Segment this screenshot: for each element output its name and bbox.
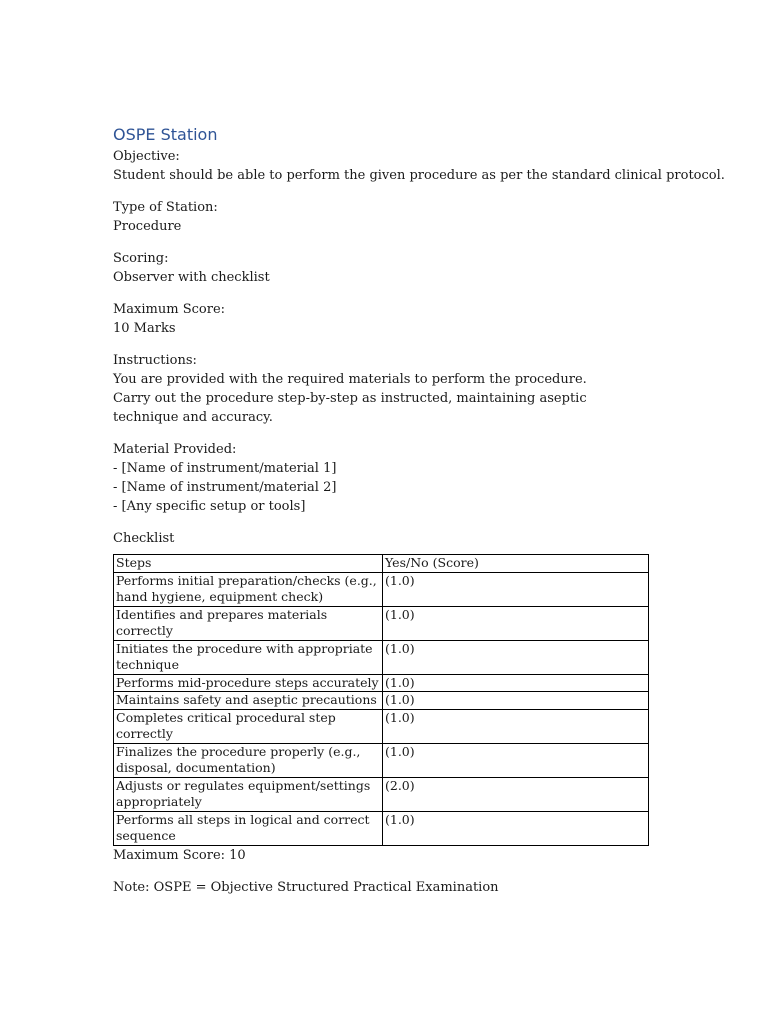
station-type-section bbox=[113, 198, 653, 236]
score-cell: (1.0) bbox=[383, 811, 649, 845]
table-row bbox=[114, 811, 649, 845]
instructions-line-1: You are provided with the required materials to perform the procedure. bbox=[113, 372, 587, 387]
table-header-row bbox=[114, 555, 649, 573]
table-row bbox=[114, 743, 649, 777]
table-row bbox=[114, 606, 649, 640]
step-cell: Performs mid-procedure steps accurately bbox=[114, 674, 383, 692]
document-page bbox=[113, 124, 725, 897]
max-score-label: Maximum Score: bbox=[113, 302, 226, 317]
max-score-text: 10 Marks bbox=[113, 321, 176, 336]
materials-section bbox=[113, 440, 653, 516]
table-row bbox=[114, 572, 649, 606]
checklist-label: Checklist bbox=[113, 531, 175, 546]
step-cell: Completes critical procedural step correctly bbox=[114, 709, 383, 743]
scoring-text: Observer with checklist bbox=[113, 270, 270, 285]
score-cell: (2.0) bbox=[383, 777, 649, 811]
checklist-total: Maximum Score: 10 bbox=[113, 847, 246, 863]
table-row bbox=[114, 640, 649, 674]
material-item: - [Any specific setup or tools] bbox=[113, 499, 306, 514]
step-cell: Maintains safety and aseptic precautions bbox=[114, 692, 383, 710]
footnote: Note: OSPE = Objective Structured Practical Examination bbox=[113, 879, 499, 895]
station-type-text: Procedure bbox=[113, 219, 182, 234]
objective-section bbox=[113, 147, 725, 185]
station-type-label: Type of Station: bbox=[113, 200, 218, 215]
table-row bbox=[114, 709, 649, 743]
instructions-section bbox=[113, 351, 653, 427]
score-cell: (1.0) bbox=[383, 606, 649, 640]
step-cell: Adjusts or regulates equipment/settings appropriately bbox=[114, 777, 383, 811]
instructions-label: Instructions: bbox=[113, 353, 197, 368]
score-cell: (1.0) bbox=[383, 692, 649, 710]
score-cell: (1.0) bbox=[383, 640, 649, 674]
page-title: OSPE Station bbox=[113, 125, 218, 144]
step-cell: Performs initial preparation/checks (e.g., hand hygiene, equipment check) bbox=[114, 572, 383, 606]
checklist-total-section bbox=[113, 846, 653, 865]
table-row bbox=[114, 692, 649, 710]
header-steps: Steps bbox=[114, 555, 383, 573]
scoring-section bbox=[113, 249, 653, 287]
table-row bbox=[114, 674, 649, 692]
checklist-table bbox=[113, 554, 649, 846]
step-cell: Identifies and prepares materials correctly bbox=[114, 606, 383, 640]
max-score-section bbox=[113, 300, 653, 338]
step-cell: Performs all steps in logical and correct sequence bbox=[114, 811, 383, 845]
header-score: Yes/No (Score) bbox=[383, 555, 649, 573]
step-cell: Finalizes the procedure properly (e.g., disposal, documentation) bbox=[114, 743, 383, 777]
score-cell: (1.0) bbox=[383, 709, 649, 743]
score-cell: (1.0) bbox=[383, 572, 649, 606]
materials-label: Material Provided: bbox=[113, 442, 237, 457]
material-item: - [Name of instrument/material 1] bbox=[113, 461, 337, 476]
step-cell: Initiates the procedure with appropriate technique bbox=[114, 640, 383, 674]
score-cell: (1.0) bbox=[383, 674, 649, 692]
table-row bbox=[114, 777, 649, 811]
score-cell: (1.0) bbox=[383, 743, 649, 777]
objective-text: Student should be able to perform the given procedure as per the standard clinical protocol. bbox=[113, 168, 725, 183]
objective-label: Objective: bbox=[113, 149, 180, 164]
scoring-label: Scoring: bbox=[113, 251, 169, 266]
material-item: - [Name of instrument/material 2] bbox=[113, 480, 337, 495]
instructions-line-2: Carry out the procedure step-by-step as instructed, maintaining aseptic technique and accuracy. bbox=[113, 391, 587, 425]
